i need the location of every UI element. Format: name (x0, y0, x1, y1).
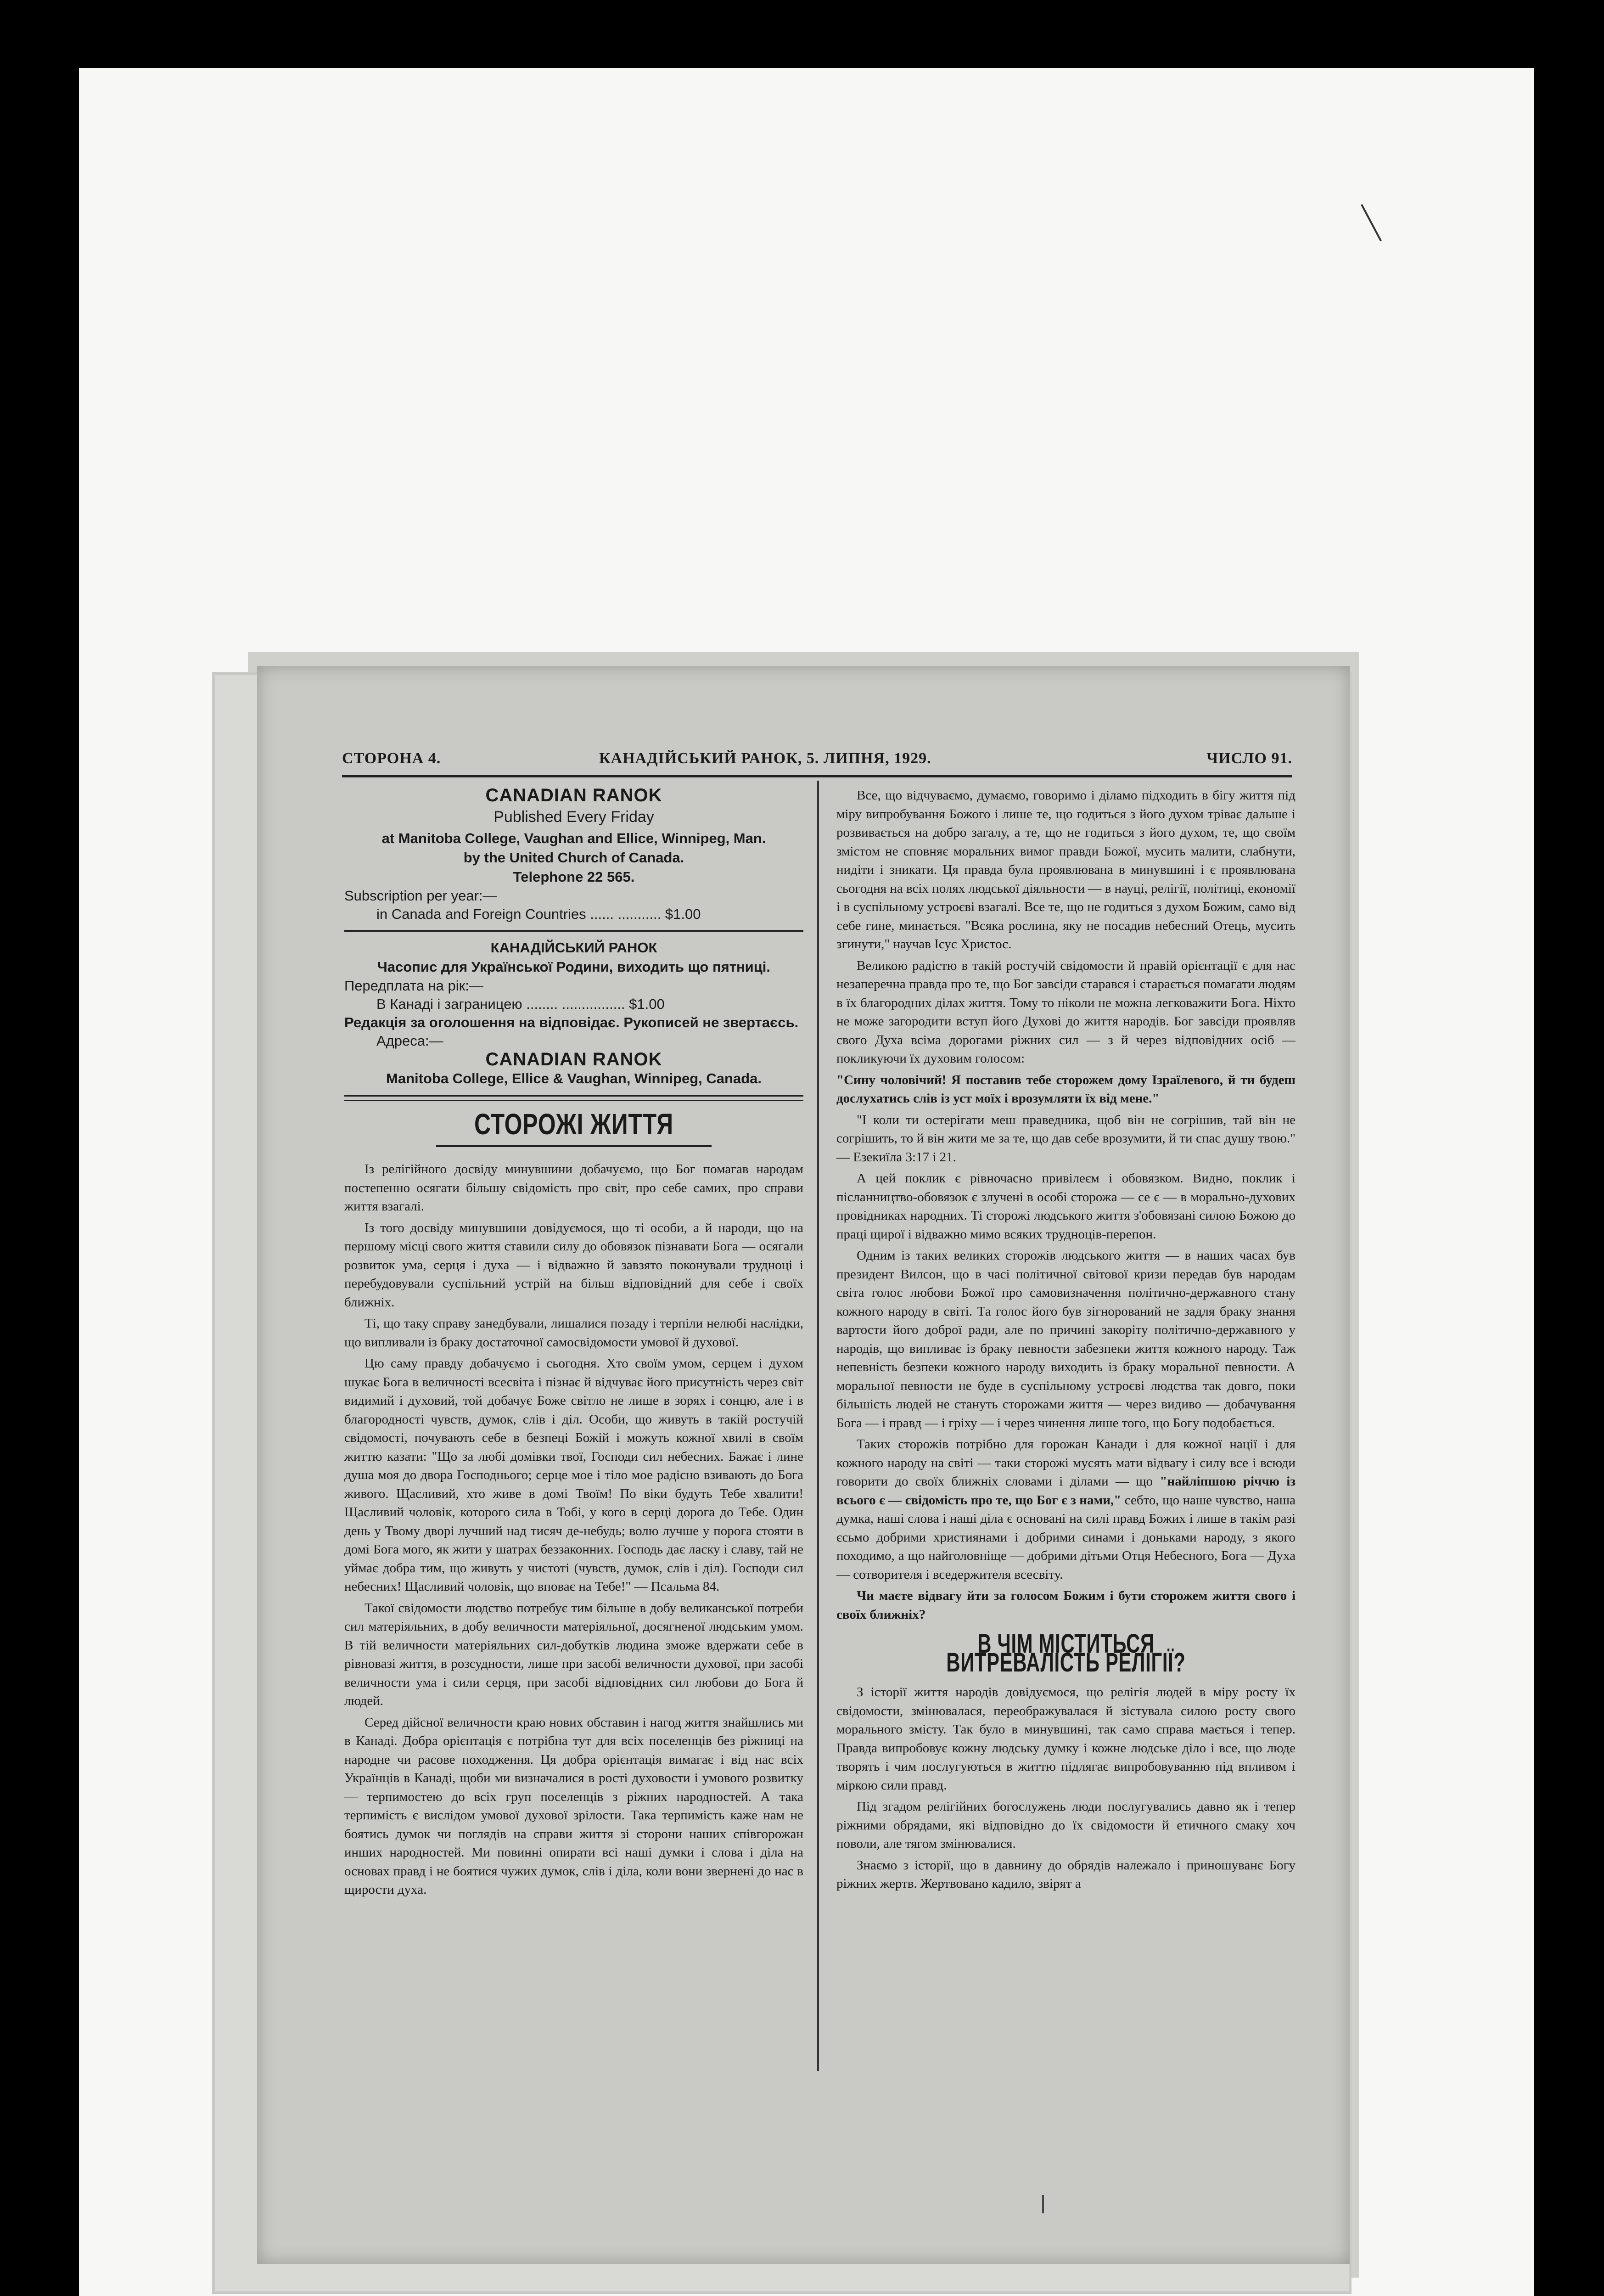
article-paragraph: Таких сторожів потрібно для горожан Канади і для кожної нації і для кожного народу на світі — таки сторожі мусять мати відвагу і силу все і всюди говорити до своїх ближніх словами і ділами — що (836, 1437, 1296, 1489)
column-rule (817, 781, 819, 2071)
article2-title: В ЧІМ МІСТИТЬСЯ ВИТРЕВАЛІСТЬ РЕЛІГІЇ? (946, 1629, 1186, 1677)
masthead-address2: by the United Church of Canada. (463, 850, 684, 866)
article2-paragraph: З історії життя народів довідуємося, що релігія людей в міру росту їх свідомости, змінювалася, переображувалася й зістувала силою росту свого морального змісту. Так було в минувшині, так само справа мається і тепер. Правда випробовує кожну людську думку і кожне людське діло і все, що люде творять і чим послугуються в життю підлягає випробовуванню під впливом і міркою сили правд. (836, 1685, 1296, 1793)
subscription-price: in Canada and Foreign Countries ...... ........... $1.00 (376, 906, 701, 922)
article-paragraph: А цей поклик є рівночасно привілеєм і обовязком. Видно, поклик і післанництво-обовязок є злучені в особі сторожа — се є — в морально-духових провідниках народних. Ті сторожі людського життя з'обовязані силою Божою до праці щирої і відважно мимо всяких трудноців-перепон. (836, 1171, 1296, 1242)
scripture-quote: "Сину чоловічий! Я поставив тебе сторожем дому Ізраїлевого, й ти будеш дослухатись слів із уст моїх і врозумляти їх від мене." (836, 1072, 1296, 1106)
subscription-label: Subscription per year:— (344, 888, 497, 904)
right-column (836, 786, 1296, 1896)
closing-question: Чи маєте відвагу йти за голосом Божим і бути сторожем життя свого і своїх ближніх? (836, 1588, 1296, 1622)
editorial-notice: Редакція за оголошення на відповідає. Рукописей не звертаєсь. (344, 1014, 799, 1030)
masthead-ua-title: КАНАДІЙСЬКИЙ РАНОК (490, 940, 657, 956)
article-paragraph: Цю саму правду добачуємо і сьогодня. Хто своїм умом, серцем і духом шукає Бога в величності всесвіта і пізнає й відчуває його присутність через світ видимий і духовий, той добачує Боже світло не лише в зорях і сонцю, але і в благородності чувств, думок, слів і діл. Особи, що живуть в такій ростучій свідомості, почувають себе в безпеці Божій і можуть кожної хвилі в своїм життю казати: "Що за любі домівки твої, Господи сил небесних. Бажає і лине душа моя до двора Господнього; серце мое і тіло мое радісно взивають до Бога живого. Щасливий, хто живе в домі Твоїм! По віки будуть Тебе хвалити! Щасливий чоловік, которого сила в Тобі, у кого в серці дорога до Тебе. Один день у Твому дворі лучший над тисяч де-небудь; волю лучше у порога стояти в домі Бога мого, як жити у шатрах беззаконних. Господь дає ласку і славу, тай не уймає добра тим, що живуть у чистоті (чувств, думок, слів і діл). Господи сил небесних! Щасливий чоловік, що вповає на Тебе!" — Псальма 84. (344, 1356, 803, 1594)
prepay-label: Передплата на рік:— (344, 978, 483, 994)
masthead-published: Published Every Friday (494, 808, 654, 826)
article-paragraph: "І коли ти остерігати меш праведника, щоб він не согрішив, тай він не согрішить, то й він жити ме за те, що дав себе врозумити, й ти спас душу твою." — Езекиїла 3:17 і 21. (836, 1112, 1296, 1165)
left-column (344, 786, 803, 1902)
article-title: СТОРОЖІ ЖИТТЯ (474, 1107, 673, 1141)
bold-phrase: "найліпшою річчю із всього є — свідомість про те, що Бог є з нами," (836, 1474, 1296, 1508)
masthead-title: CANADIAN RANOK (485, 785, 662, 805)
article2-paragraph: Знаємо з історії, що в давнину до обрядів належало і приношуванє Богу ріжних жертв. Жертвовано кадило, звірят а (836, 1857, 1296, 1891)
article-paragraph: Все, що відчуваємо, думаємо, говоримо і діламо підходить в бігу життя під міру випробування Божого і лише те, що годиться з його духом тріває дальше і розвивається на добро загалу, а те, що не годиться з його духом, те, що своїм змістом не сповняє моральних вимог правди Божої, мусить малити, слабнути, нидіти і зникати. Ця правда була проявлювана в минувшині і є проявлювана сьогодня на всіх полях людської діяльности — в науці, релігії, політиці, економії і в суспільному устроєві взагалі. Все те, що не годиться з духом Божим, само від себе гине, минається. "Всяка рослина, яку не посадив небесний Отець, мусить згинути," научав Ісус Христос. (836, 788, 1296, 951)
paper-date: КАНАДІЙСЬКИЙ РАНОК, 5. ЛИПНЯ, 1929. (599, 750, 931, 767)
title-underline (436, 1145, 712, 1147)
article-paragraph: Ті, що таку справу занедбували, лишалися позаду і терпіли нелюбі наслідки, що випливали із браку достаточної самосвідомости умової й духової. (344, 1316, 803, 1350)
article-paragraph: Із релігійного досвіду минувшини добачуємо, що Бог помагав народам постепенно осягати більшу свідомість про світ, про себе самих, про справи життя взагалі. (344, 1162, 803, 1214)
masthead-address1: at Manitoba College, Vaughan and Ellice, Winnipeg, Man. (381, 830, 766, 846)
prepay-price: В Канаді і заграницею ........ ................ $1.00 (376, 996, 665, 1012)
masthead-double-rule (344, 1095, 803, 1101)
masthead-ua-address: Manitoba College, Ellice & Vaughan, Winnipeg, Canada. (386, 1070, 762, 1086)
newspaper-page (257, 666, 1350, 2264)
page-number: СТОРОНА 4. (342, 750, 441, 767)
film-scratch (1042, 2195, 1044, 2213)
masthead-ukrainian (344, 938, 803, 1088)
masthead-divider (344, 930, 803, 932)
article-paragraph: Серед дійсної величности краю нових обставин і нагод життя знайшлись ми в Канаді. Добра орієнтація є потрібна тут для всіх поселенців без ріжниці на народне чи расове походження. Ця добра орієнтація вимагає і від нас всіх Українців в Канаді, щоби ми визначалися в рості духовости і умового розвитку — терпимостею до всіх груп поселенців з ріжних народностей. А така терпимість є вислідом умової духової зрілости. Така терпимість каже нам не боятись думок чи поглядів на справи життя зі сторони наших співгорожан инших народностей. Ми повинні опирати всі наші думки і слова і діла на основах правд і не боятися чужих думок, слів і діла, коли вони звернені до нас в щирости духа. (344, 1715, 803, 1897)
page-header (342, 750, 1292, 777)
article-paragraph: Великою радістю в такій ростучій свідомости й правій орієнтації є для нас незаперечна правда про те, що Бог завсіди старався і старається помагати людям в їх благородних ділах життя. Тому то ніколи не можна легковажити Бога. Ніхто не може загородити вступ його Духові до життя народів. Бог завсіди проявляв свого Духа всіма дорогами ріжних сил — з й через відповідних осіб — покликуючи їх духовим голосом: (836, 958, 1296, 1066)
masthead-english (344, 786, 803, 923)
masthead-ua-title2: CANADIAN RANOK (485, 1049, 662, 1069)
article-paragraph: Із того досвіду минувшини довідуємося, що ті особи, а й народи, що на першому місці свого життя ставили силу до обовязок пізнавати Бога — осягали розвиток ума, серця і духа — і відважно й завзято поконували трудноці і перебудовували суспільний устрій на більш відповідний для себе і своїх ближніх. (344, 1220, 803, 1310)
address-label: Адреса:— (376, 1033, 443, 1049)
article-paragraph: Одним із таких великих сторожів людського життя — в наших часах був президент Вилсон, що в часі політичної світової кризи передав був народам світа голос любови Божої про самовизначення політично-державного стану кожного народу в світі. Та голос його був зігнорований не задля браку знання вартости його доброї ради, але по причині закоріту політично-державного у народів, що випливає із браку певности забезпеки життя кожного народу. Таж непевність безпеки кожного народу виходить із браку моральної певности. А моральної певности не буде в суспільному устроєві людства так довго, поки більшість людей не стануть сторожами життя — через видиво — добачування Бога — і правд — і гріху — і через чинення лише того, що Богу подобається. (836, 1248, 1296, 1430)
article-paragraph-end: себто, що наше чувство, наша думка, наші слова і наші діла є основані на силі правд Божих і лише в такім разі єсьмо добрими християнами і добрими синами і доньками народу, з якого походимо, а що найголовніще — добрими дітьми Отця Небесного, Бога — Духа — сотворителя і вседержителя всесвіту. (836, 1492, 1296, 1582)
article-paragraph: Такої свідомости людство потребує тим більше в добу великанської потреби сил матеріяльних, в добу величности матеріяльної, досягненої людським умом. В тій величности матеріяльних сил-добутків людина зможе вдержати себе в рівновазі життя, в розсудности, лише при засобі величности духової, при засобі величности ума і сили серця, при засобі відповідних сил любови до Бога й людей. (344, 1600, 803, 1708)
masthead-telephone: Telephone 22 565. (513, 869, 635, 885)
masthead-ua-tagline: Часопис для Української Родини, виходить що пятниці. (377, 959, 771, 975)
article2-paragraph: Під згадом релігійних богослужень люди послугувались давно як і тепер ріжними обрядами, які відповідно до їх свідомости й етичного смаку хоч поволи, але тягом змінювалися. (836, 1799, 1296, 1851)
issue-number: ЧИСЛО 91. (1206, 750, 1292, 767)
header-rule (342, 775, 1292, 777)
